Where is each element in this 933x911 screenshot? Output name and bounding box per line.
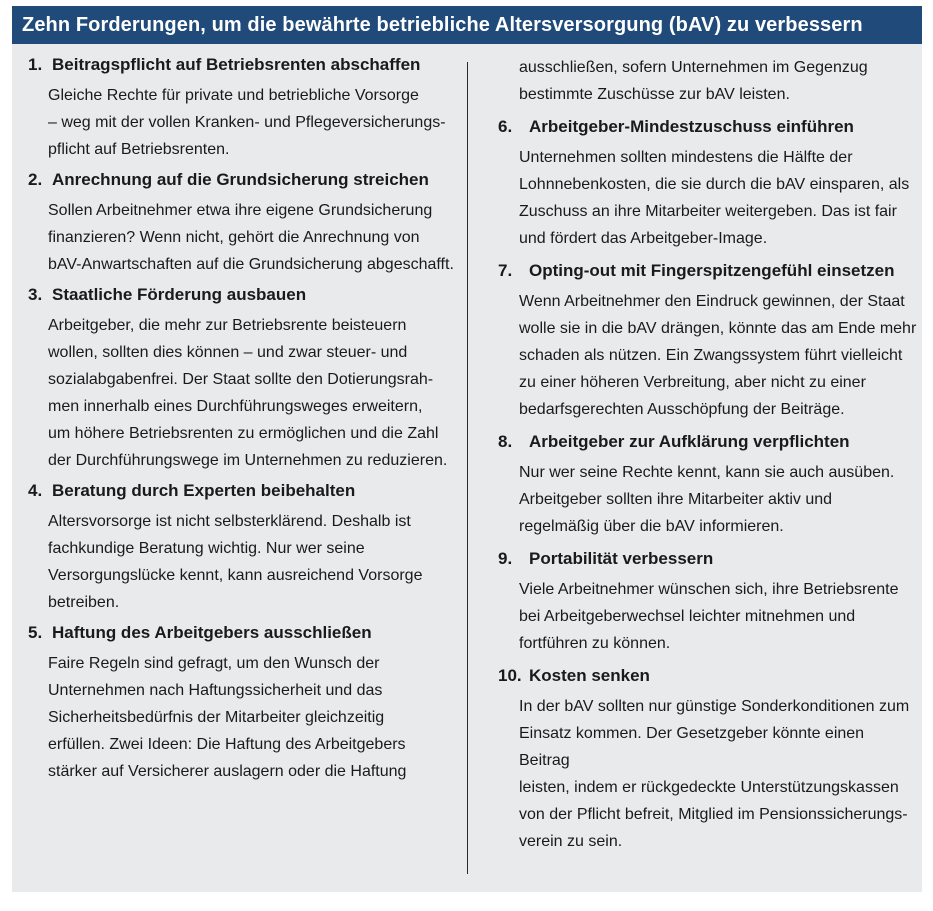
item-number: 4. — [28, 481, 43, 500]
item-body: Nur wer seine Rechte kennt, kann sie auch ausüben. Arbeitgeber sollten ihre Mitarbeiter aktiv und regelmäßig über die bAV informieren. — [519, 464, 895, 535]
item-number: 9. — [498, 549, 513, 568]
item-heading — [12, 284, 466, 306]
list-item-continuation — [478, 54, 918, 108]
info-box — [12, 6, 922, 892]
item-number: 3. — [28, 285, 43, 304]
item-heading — [12, 169, 466, 191]
item-number: 1. — [28, 55, 43, 74]
item-heading — [478, 431, 918, 453]
list-item — [12, 284, 466, 474]
item-body: Faire Regeln sind gefragt, um den Wunsch der Unternehmen nach Haftungssicherheit und das Sicherheitsbedürfnis der Mitarbeiter gleichzeitig erfüllen. Zwei Ideen: Die Haftung des Arbeitgebers stärker auf Versicherer auslagern oder die Haftung — [48, 655, 407, 780]
item-heading-text: Kosten senken — [529, 666, 650, 685]
item-number: 10. — [498, 666, 522, 685]
item-body: Unternehmen sollten mindestens die Hälfte der Lohnnebenkosten, die sie durch die bAV einsparen, als Zuschuss an ihre Mitarbeiter weitergeben. Das ist fair und fördert das Arbeitgeber-Image. — [519, 149, 910, 247]
item-heading-text: Arbeitgeber zur Aufklärung verpflichten — [529, 432, 850, 451]
list-item — [478, 260, 918, 423]
list-item — [12, 54, 466, 163]
item-heading-text: Haftung des Arbeitgebers ausschließen — [52, 623, 372, 642]
item-heading — [478, 548, 918, 570]
column-divider — [467, 62, 468, 874]
item-heading — [478, 665, 918, 687]
right-column — [478, 54, 918, 863]
list-item — [478, 548, 918, 657]
item-number: 8. — [498, 432, 513, 451]
list-item — [478, 665, 918, 855]
item-heading — [12, 54, 466, 76]
item-heading-text: Anrechnung auf die Grundsicherung streichen — [52, 170, 429, 189]
item-body: Altersvorsorge ist nicht selbsterklärend. Deshalb ist fachkundige Beratung wichtig. Nur wer seine Versorgungslücke kennt, kann ausreichend Vorsorge betreiben. — [48, 513, 423, 611]
item-heading-text: Beratung durch Experten beibehalten — [52, 481, 356, 500]
list-item — [12, 622, 466, 785]
item-body: Gleiche Rechte für private und betriebliche Vorsorge – weg mit der vollen Kranken- und Pflegeversicherungs- pflicht auf Betriebsrenten. — [48, 87, 446, 158]
item-heading — [12, 622, 466, 644]
list-item — [12, 169, 466, 278]
box-title: Zehn Forderungen, um die bewährte betriebliche Altersversorgung (bAV) zu verbessern — [12, 6, 922, 44]
list-item — [12, 480, 466, 616]
item-number: 5. — [28, 623, 43, 642]
item-number: 6. — [498, 117, 513, 136]
item-body: Sollen Arbeitnehmer etwa ihre eigene Grundsicherung finanzieren? Wenn nicht, gehört die Anrechnung von bAV-Anwartschaften auf die Grundsicherung abgeschafft. — [48, 202, 454, 273]
item-heading-text: Arbeitgeber-Mindestzuschuss einführen — [529, 117, 854, 136]
item-body: Arbeitgeber, die mehr zur Betriebsrente beisteuern wollen, sollten dies können – und zwar steuer- und sozialabgabenfrei. Der Staat sollte den Dotierungsrah- men innerhalb eines Durchführungsweges erweitern, um höhere Betriebsrenten zu ermöglichen und die Zahl der Durchführungswege im Unternehmen zu reduzieren. — [48, 317, 448, 469]
item-heading — [12, 480, 466, 502]
item-number: 7. — [498, 261, 513, 280]
item-heading-text: Beitragspflicht auf Betriebsrenten abschaffen — [52, 55, 421, 74]
list-item — [478, 116, 918, 252]
item-body: In der bAV sollten nur günstige Sonderkonditionen zum Einsatz kommen. Der Gesetzgeber könnte einen Beitrag leisten, indem er rückgedeckte Unterstützungskassen von der Pflicht befreit, Mitglied im Pensionssicherungs- verein zu sein. — [519, 698, 910, 850]
item-heading-text: Opting-out mit Fingerspitzengefühl einsetzen — [529, 261, 895, 280]
item-body: Wenn Arbeitnehmer den Eindruck gewinnen, der Staat wolle sie in die bAV drängen, könnte das am Ende mehr schaden als nützen. Ein Zwangssystem führt vielleicht zu einer höheren Verbreitung, aber nicht zu einer bedarfsgerechten Ausschöpfung der Beiträge. — [519, 293, 917, 418]
item-heading — [478, 260, 918, 282]
list-item — [478, 431, 918, 540]
item-number: 2. — [28, 170, 43, 189]
item-heading — [478, 116, 918, 138]
left-column — [12, 54, 466, 791]
item-body-continuation: ausschließen, sofern Unternehmen im Gegenzug bestimmte Zuschüsse zur bAV leisten. — [519, 59, 868, 103]
item-heading-text: Portabilität verbessern — [529, 549, 714, 568]
item-heading-text: Staatliche Förderung ausbauen — [52, 285, 307, 304]
item-body: Viele Arbeitnehmer wünschen sich, ihre Betriebsrente bei Arbeitgeberwechsel leichter mitnehmen und fortführen zu können. — [519, 581, 899, 652]
